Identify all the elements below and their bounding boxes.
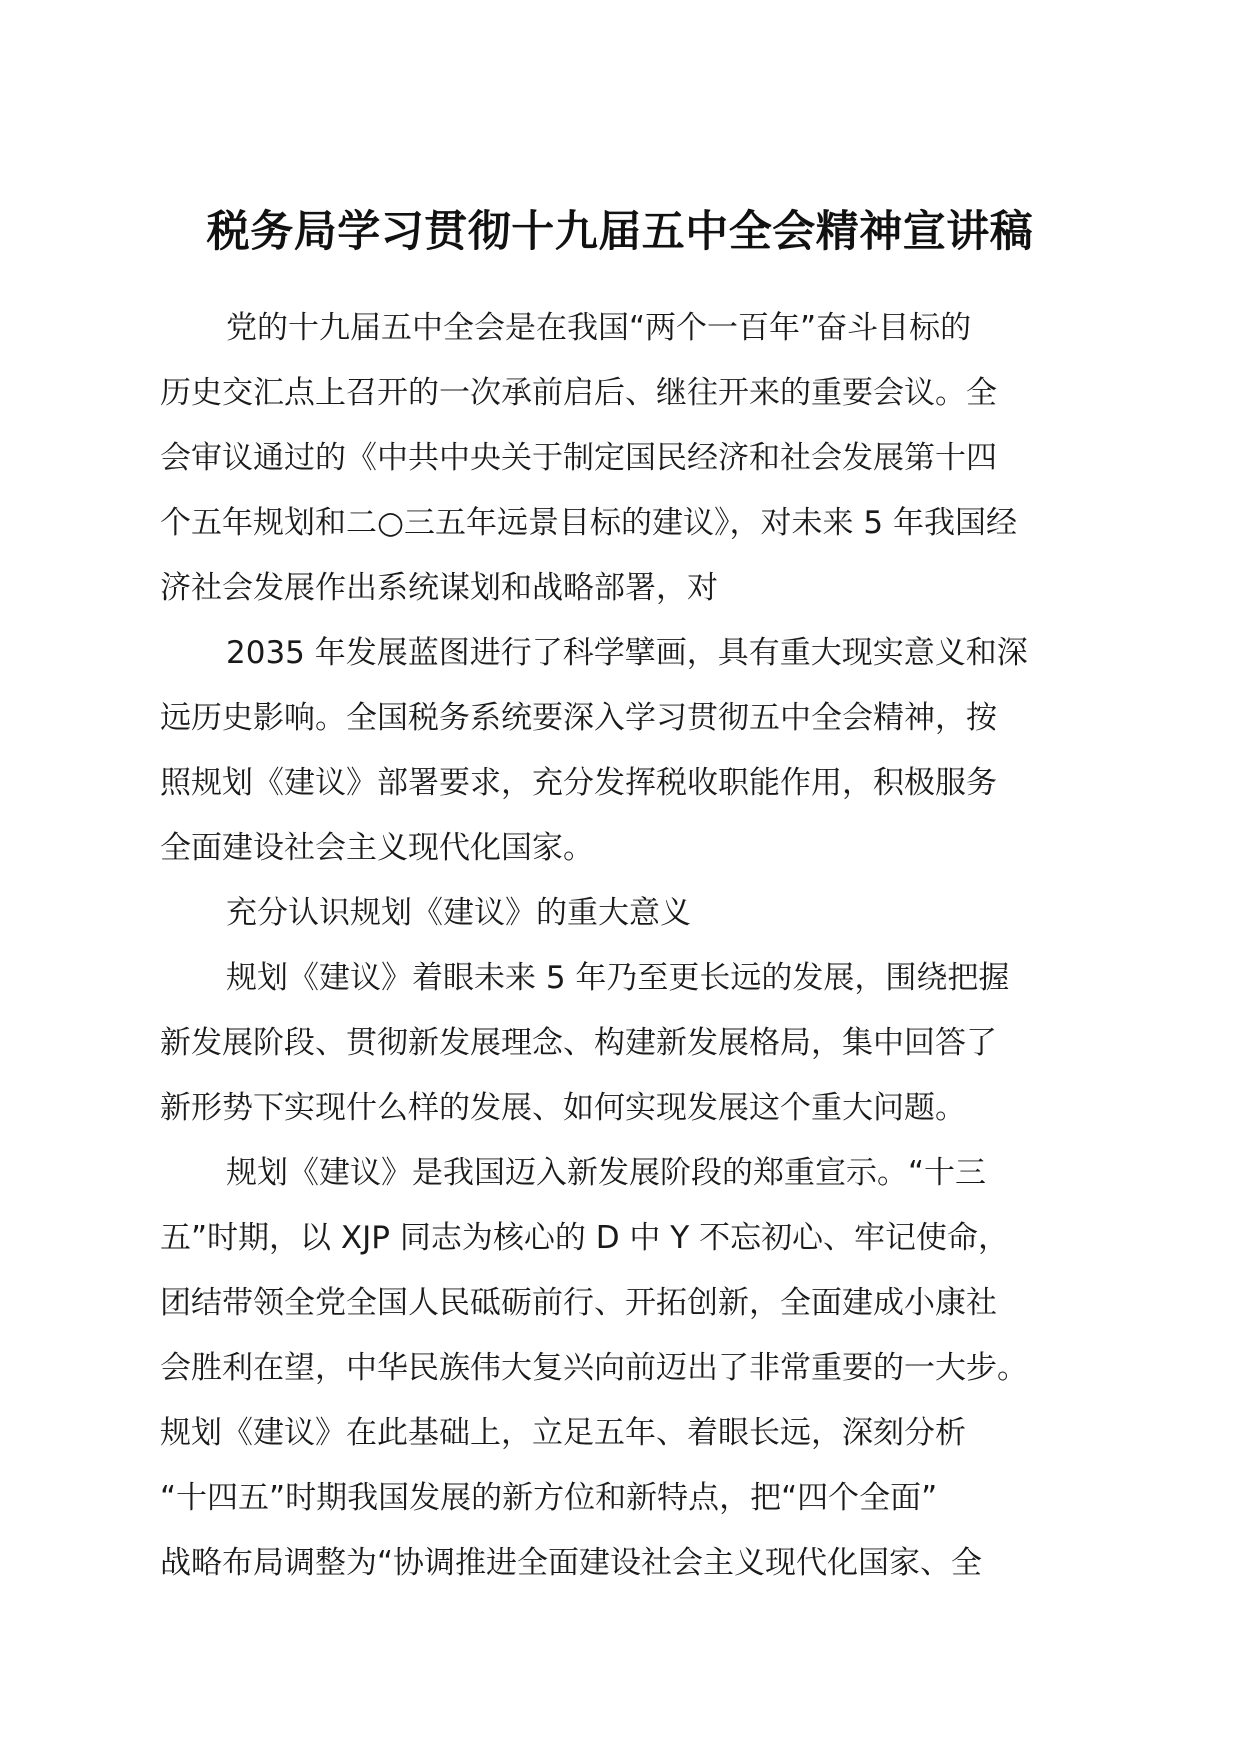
text-line: 规划《建议》在此基础上，立足五年、着眼长远，深刻分析 — [160, 1415, 966, 1451]
text-line: 新形势下实现什么样的发展、如何实现发展这个重大问题。 — [160, 1090, 966, 1126]
text-line: 战略布局调整为“协调推进全面建设社会主义现代化国家、全 — [160, 1545, 983, 1581]
text-line: 新发展阶段、贯彻新发展理念、构建新发展格局，集中回答了 — [160, 1025, 997, 1061]
text-line: 规划《建议》着眼未来 5 年乃至更长远的发展，围绕把握 — [226, 960, 1010, 996]
text-line: 全面建设社会主义现代化国家。 — [160, 830, 594, 866]
document-title: 税务局学习贯彻十九届五中全会精神宣讲稿 — [206, 207, 1034, 257]
text-line: 党的十九届五中全会是在我国“两个一百年”奋斗目标的 — [226, 310, 972, 346]
text-line: 五”时期，以 XJP 同志为核心的 D 中 Y 不忘初心、牢记使命， — [160, 1220, 1010, 1256]
text-line: 个五年规划和二○三五年远景目标的建议》，对未来 5 年我国经 — [160, 505, 1017, 541]
text-line: 2035 年发展蓝图进行了科学擘画，具有重大现实意义和深 — [226, 635, 1028, 671]
text-line: 济社会发展作出系统谋划和战略部署，对 — [160, 570, 718, 606]
text-line: 会审议通过的《中共中央关于制定国民经济和社会发展第十四 — [160, 440, 997, 476]
text-line: 团结带领全党全国人民砥砺前行、开拓创新，全面建成小康社 — [160, 1285, 997, 1321]
text-line: 规划《建议》是我国迈入新发展阶段的郑重宣示。“十三 — [226, 1155, 987, 1191]
text-line: 远历史影响。全国税务系统要深入学习贯彻五中全会精神，按 — [160, 700, 997, 736]
text-line: “十四五”时期我国发展的新方位和新特点，把“四个全面” — [160, 1480, 938, 1516]
section-heading: 充分认识规划《建议》的重大意义 — [226, 895, 691, 931]
text-line: 会胜利在望，中华民族伟大复兴向前迈出了非常重要的一大步。 — [160, 1350, 1028, 1386]
text-line: 历史交汇点上召开的一次承前启后、继往开来的重要会议。全 — [160, 375, 997, 411]
document-body — [160, 296, 1105, 1596]
text-line: 照规划《建议》部署要求，充分发挥税收职能作用，积极服务 — [160, 765, 997, 801]
